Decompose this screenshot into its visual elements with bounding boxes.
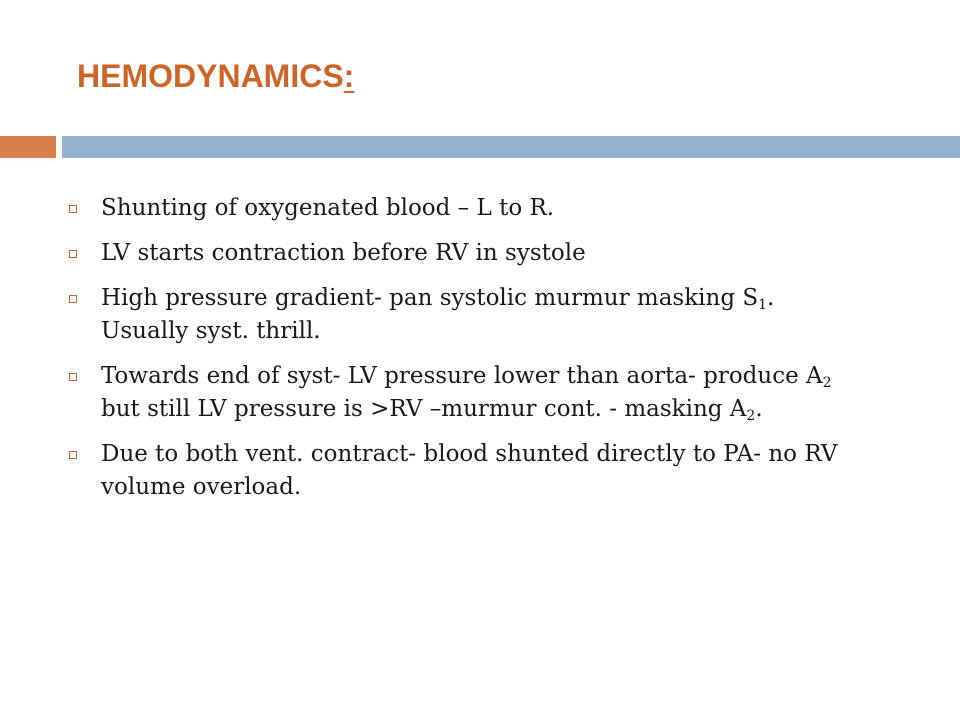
accent-bar-blue — [62, 136, 960, 158]
bullet-text: Shunting of oxygenated blood – L to R. — [101, 195, 555, 221]
square-bullet-icon — [69, 451, 77, 459]
bullet-text-part: . — [755, 396, 763, 422]
bullet-text: Due to both vent. contract- blood shunted directly to PA- no RV volume overload. — [101, 441, 838, 500]
slide-title-colon: : — [343, 58, 355, 94]
subscript: 1 — [758, 297, 768, 313]
subscript: 2 — [822, 375, 832, 391]
bullet-item-shunting — [0, 192, 861, 225]
square-bullet-icon — [69, 295, 77, 303]
bullet-text: LV starts contraction before RV in systole — [101, 240, 586, 266]
square-bullet-icon — [69, 250, 77, 258]
accent-bar-orange — [0, 136, 56, 158]
square-bullet-icon — [69, 205, 77, 213]
bullet-item-end-of-systole — [0, 360, 861, 426]
bullet-item-pressure-gradient — [0, 282, 861, 348]
bullet-item-both-ventricles — [0, 438, 861, 504]
slide-title — [77, 58, 354, 95]
bullet-text-part: High pressure gradient- pan systolic murmur masking S — [101, 285, 759, 311]
bullet-text-part: but still LV pressure is >RV –murmur cont. - masking A — [101, 396, 747, 422]
square-bullet-icon — [69, 373, 77, 381]
bullet-list — [0, 192, 960, 516]
subscript: 2 — [746, 408, 756, 424]
slide-title-text: HEMODYNAMICS — [77, 58, 344, 94]
bullet-text-part: . Usually syst. thrill. — [101, 285, 775, 344]
bullet-text-part: Towards end of syst- LV pressure lower than aorta- produce A — [101, 363, 823, 389]
bullet-item-lv-contraction — [0, 237, 861, 270]
